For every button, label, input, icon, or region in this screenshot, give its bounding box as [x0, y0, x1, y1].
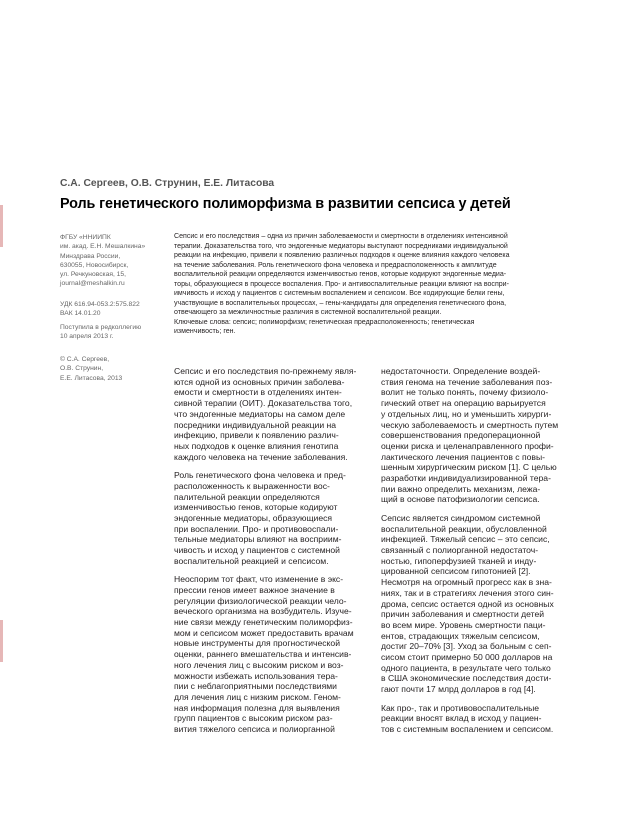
- text-line: одного пациента, в результате чего только: [381, 662, 551, 673]
- abstract-line: на течение заболевания. Роль генетического фона человека и предрасположенность к амплитуде: [174, 261, 497, 269]
- text-line: при воспалении. Про- и противовоспали-: [174, 523, 339, 534]
- text-line: веческого организма на возбудитель. Изуче-: [174, 606, 352, 617]
- affiliation-block: [60, 233, 160, 289]
- abstract: [174, 232, 576, 337]
- text-line: палительной реакции определяются: [174, 491, 320, 502]
- text-line: для лечения лиц с низким риском. Геном-: [174, 691, 341, 702]
- authors: С.А. Сергеев, О.В. Струнин, Е.Е. Литасова: [60, 178, 275, 189]
- affiliation-line: им. акад. Е.Н. Мешалкина»: [60, 243, 146, 251]
- margin-rule-top: [0, 205, 3, 247]
- text-line: ние связи между генетическим полиморфиз-: [174, 617, 353, 628]
- text-line: в США экономические последствия дости-: [381, 673, 552, 684]
- affiliation-line: 630055, Новосибирск,: [60, 261, 129, 269]
- text-line: групп пациентов с высоким риском раз-: [174, 713, 333, 724]
- text-line: Роль генетического фона человека и пред-: [174, 470, 346, 481]
- text-line: Как про-, так и противовоспалительные: [381, 702, 540, 713]
- text-line: посредники индивидуальной реакции на: [174, 419, 337, 430]
- text-line: шенным хирургическим риском [1]. С целью: [381, 462, 557, 473]
- text-line: дрома, сепсис остается одной из основных: [381, 598, 554, 609]
- text-line: ются одной из основных причин заболева-: [174, 376, 345, 387]
- paragraph: [174, 470, 364, 566]
- text-line: совершенствования предоперационной: [381, 430, 541, 441]
- received-line: 10 апреля 2013 г.: [60, 333, 114, 341]
- received-line: Поступила в редколлегию: [60, 324, 142, 331]
- text-line: ного лечения лиц с высоким риском и воз-: [174, 659, 344, 670]
- text-line: ствия генома на течение заболевания поз-: [381, 376, 553, 387]
- text-line: мом и сепсисом может предоставить врачам: [174, 627, 354, 638]
- text-line: ниях, так и в стратегиях лечения этого син-: [381, 587, 554, 598]
- text-line: связанный с полиорганной недостаточ-: [381, 545, 539, 556]
- text-line: сивной терапии (ОИТ). Доказательства того,: [174, 398, 353, 409]
- text-line: Сепсис является синдромом системной: [381, 512, 541, 523]
- text-line: расположенность к выраженности вос-: [174, 480, 330, 491]
- paragraph: [174, 574, 364, 735]
- text-line: тельные медиаторы влияют на восприим-: [174, 534, 342, 545]
- text-line: можности избежать использования тера-: [174, 670, 338, 681]
- text-line: Неоспорим тот факт, что изменение в экс-: [174, 574, 344, 585]
- text-line: цированной сепсисом гипотонией [2].: [381, 566, 531, 577]
- vak-line: ВАК 14.01.20: [60, 310, 101, 318]
- abstract-line: терапии. Доказательства того, что эндогенные медиаторы выступают посредниками индивидуальной: [174, 242, 508, 250]
- text-line: ческую заболеваемость и смертность путем: [381, 419, 559, 430]
- text-line: что эндогенные медиаторы на самом деле: [174, 408, 346, 419]
- text-line: воспалительной реакции, обусловленной: [381, 523, 547, 534]
- copyright-line: © С.А. Сергеев,: [60, 356, 110, 363]
- paragraph: [174, 366, 364, 462]
- text-line: каждого человека на течение заболевания.: [174, 451, 348, 462]
- text-line: пии важно определить механизм, лежа-: [381, 483, 541, 494]
- text-line: изменчивостью генов, которые кодируют: [174, 502, 338, 513]
- paragraph: [381, 703, 581, 735]
- text-line: чивость и исход у пациентов с системной: [174, 545, 340, 556]
- text-line: воспалительной реакцией и сепсисом.: [174, 555, 329, 566]
- text-line: пии с неблагоприятными последствиями: [174, 681, 337, 692]
- text-line: ных подходов к оценке влияния генотипа: [174, 440, 339, 451]
- copyright-line: Е.Е. Литасова, 2013: [60, 374, 123, 382]
- affiliation-line: Минздрава России,: [60, 252, 121, 260]
- abstract-line: имчивость и исход у пациентов с системным воспалением и сепсисом. Все кодирующие белки гены,: [174, 290, 505, 298]
- text-line: инфекцией. Тяжелый сепсис – это сепсис,: [381, 534, 550, 545]
- text-line: недостаточности. Определение воздей-: [381, 366, 541, 376]
- received-block: [60, 323, 160, 342]
- abstract-line: Ключевые слова: сепсис; полиморфизм; генетическая предрасположенность; генетическая: [174, 318, 475, 326]
- udk-line: УДК 616.94-053.2:575.822: [60, 301, 140, 308]
- margin-rule-bottom: [0, 620, 3, 662]
- abstract-line: торы, образующиеся в процессе воспаления. Про- и антивоспалительные реакции влияют на воспри-: [174, 280, 509, 288]
- text-line: щий в основе патофизиологии сепсиса.: [381, 494, 540, 505]
- article-title: Роль генетического полиморфизма в развитии сепсиса у детей: [60, 196, 511, 212]
- text-line: ентов, страдающих тяжелым сепсисом,: [381, 630, 540, 641]
- text-line: Несмотря на огромный прогресс как в зна-: [381, 577, 552, 588]
- abstract-line: участвующие в воспалительных процессах, – гены-кандидаты для определения генетического фона,: [174, 299, 507, 307]
- text-line: эндогенные медиаторы, образующиеся: [174, 512, 333, 523]
- abstract-line: воспалительной реакции определяются изменчивостью генов, которые кодируют эндогенные медиа-: [174, 271, 507, 279]
- text-line: разработки индивидуализированной тера-: [381, 473, 551, 484]
- text-line: инфекцию, привели к появлению различ-: [174, 430, 339, 441]
- copyright-block: [60, 355, 160, 383]
- text-line: гический ответ на операцию варьируется: [381, 398, 546, 409]
- text-line: причин заболевания и смертности детей: [381, 609, 545, 620]
- affiliation-line: ул. Речкуновская, 15,: [60, 271, 126, 279]
- text-line: оценки, раннего вмешательства и интенсив-: [174, 649, 352, 660]
- paragraph: [381, 366, 581, 505]
- text-line: тов с системным воспалением и сепсисом.: [381, 724, 554, 735]
- text-line: у отдельных лиц, но и уменьшить хирурги-: [381, 408, 552, 419]
- paragraph: [381, 513, 581, 695]
- body-column-right: [381, 366, 581, 743]
- abstract-line: Сепсис и его последствия – одна из причин заболеваемости и смертности в отделениях интенсивной: [174, 233, 508, 240]
- affiliation-email[interactable]: journal@meshalkin.ru: [60, 280, 125, 288]
- copyright-line: О.В. Струнин,: [60, 365, 104, 373]
- text-line: оценки риска и целенаправленного профи-: [381, 440, 554, 451]
- text-line: волит не только понять, почему физиоло-: [381, 387, 549, 398]
- text-line: емости и смертности в отделениях интен-: [174, 387, 342, 398]
- text-line: вития тяжелого сепсиса и полиорганной: [174, 724, 335, 735]
- text-line: реакции вносят вклад в исход у пациен-: [381, 713, 542, 724]
- text-line: гают почти 17 млрд долларов в год [4].: [381, 684, 536, 695]
- abstract-line: отвечающего за межличностные различия в системной воспалительной реакции.: [174, 309, 442, 317]
- udk-block: [60, 300, 160, 319]
- text-line: достиг 20–70% [3]. Уход за больным с сеп-: [381, 641, 552, 652]
- text-line: Сепсис и его последствия по-прежнему явля-: [174, 366, 357, 376]
- text-line: ностью, гипоперфузией тканей и инду-: [381, 555, 537, 566]
- text-line: сисом стоит примерно 50 000 долларов на: [381, 652, 553, 663]
- text-line: новые инструменты для прогностической: [174, 638, 340, 649]
- affiliation-line: ФГБУ «ННИИПК: [60, 234, 111, 241]
- abstract-line: реакции на инфекцию, привели к появлению различных подходов к оценке влияния каждого человека: [174, 252, 510, 260]
- text-line: регуляции физиологической реакции чело-: [174, 595, 347, 606]
- text-line: во всем мире. Уровень смертности паци-: [381, 619, 546, 630]
- abstract-line: изменчивость; ген.: [174, 328, 236, 336]
- text-line: ная информация полезна для выявления: [174, 702, 340, 713]
- text-line: лактического лечения пациентов с повы-: [381, 451, 546, 462]
- body-column-left: [174, 366, 364, 743]
- text-line: прессии генов имеет важное значение в: [174, 584, 335, 595]
